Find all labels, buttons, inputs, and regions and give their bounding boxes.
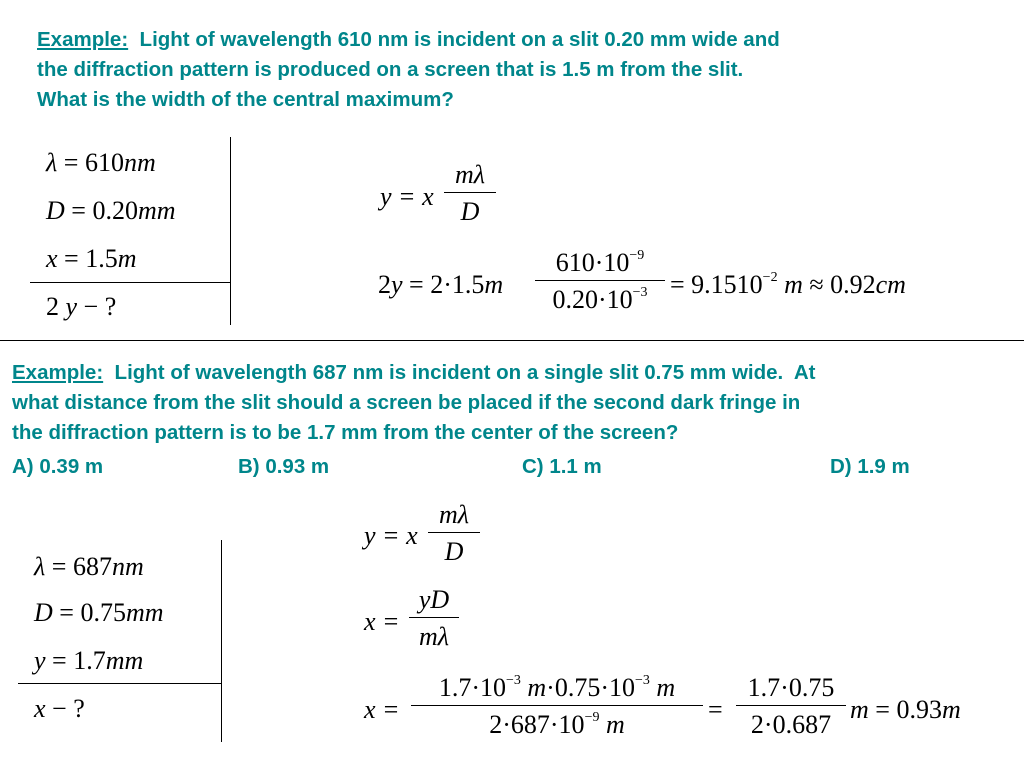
- givens-divider-horizontal: [30, 282, 231, 283]
- givens-divider-vertical: [230, 137, 231, 325]
- fraction: mλ D: [428, 502, 480, 565]
- example2-line: Light of wavelength 687 nm is incident on a single slit 0.75 mm wide. At: [103, 361, 816, 384]
- fraction: 1.7·0.75 2·0.687: [736, 675, 846, 738]
- given-screen-distance: x = 1.5m: [46, 244, 137, 273]
- given-slit-width: D = 0.75mm: [34, 598, 164, 627]
- formula-lhs: y = x: [364, 521, 418, 550]
- example2-line: what distance from the slit should a screen be placed if the second dark fringe in: [12, 391, 801, 414]
- givens-divider-horizontal: [18, 683, 222, 684]
- formula-lhs: x =: [364, 607, 400, 636]
- example1-problem: [37, 25, 780, 115]
- option-c: C) 1.1 m: [522, 455, 602, 478]
- option-d: D) 1.9 m: [830, 455, 910, 478]
- example1-line: Light of wavelength 610 nm is incident on a slit 0.20 mm wide and: [128, 28, 780, 51]
- unknown: x − ?: [34, 694, 85, 723]
- calc-result: m = 0.93m: [850, 695, 961, 724]
- equals-sign: =: [708, 695, 723, 724]
- calc-lhs: 2y = 2·1.5m: [378, 270, 504, 299]
- fraction: yD mλ: [409, 587, 459, 650]
- example1-line: What is the width of the central maximum?: [37, 88, 454, 111]
- fraction: $1.7\cdot 10^{-3}$ $m\cdot 0.75\cdot 10^{-3}$ m $2\cdot 687\cdot 10^{-9}$ m: [411, 675, 703, 738]
- given-slit-width: D = 0.20mm: [46, 196, 176, 225]
- givens-divider-vertical: [221, 540, 222, 742]
- fraction: mλ D: [444, 162, 496, 225]
- formula-lhs: y = x: [380, 182, 434, 211]
- section-divider: [0, 340, 1024, 341]
- fraction: $610\cdot 10^{-9}$ $0.20\cdot 10^{-3}$: [535, 250, 665, 313]
- example2-label: Example:: [12, 361, 104, 384]
- unknown: 2 y − ?: [46, 292, 117, 321]
- example1-line: the diffraction pattern is produced on a screen that is 1.5 m from the slit.: [37, 58, 744, 81]
- example1-label: Example:: [37, 28, 129, 51]
- calc-lhs: x =: [364, 695, 400, 724]
- option-a: A) 0.39 m: [12, 455, 104, 478]
- given-fringe-position: y = 1.7mm: [34, 646, 144, 675]
- option-b: B) 0.93 m: [238, 455, 330, 478]
- example2-line: the diffraction pattern is to be 1.7 mm from the center of the screen?: [12, 421, 679, 444]
- given-lambda: λ = 687nm: [34, 552, 144, 581]
- given-lambda: λ = 610nm: [46, 148, 156, 177]
- example2-problem: [12, 358, 815, 448]
- calc-result: = $9.1510^{-2}$ m ≈ 0.92cm: [670, 270, 906, 299]
